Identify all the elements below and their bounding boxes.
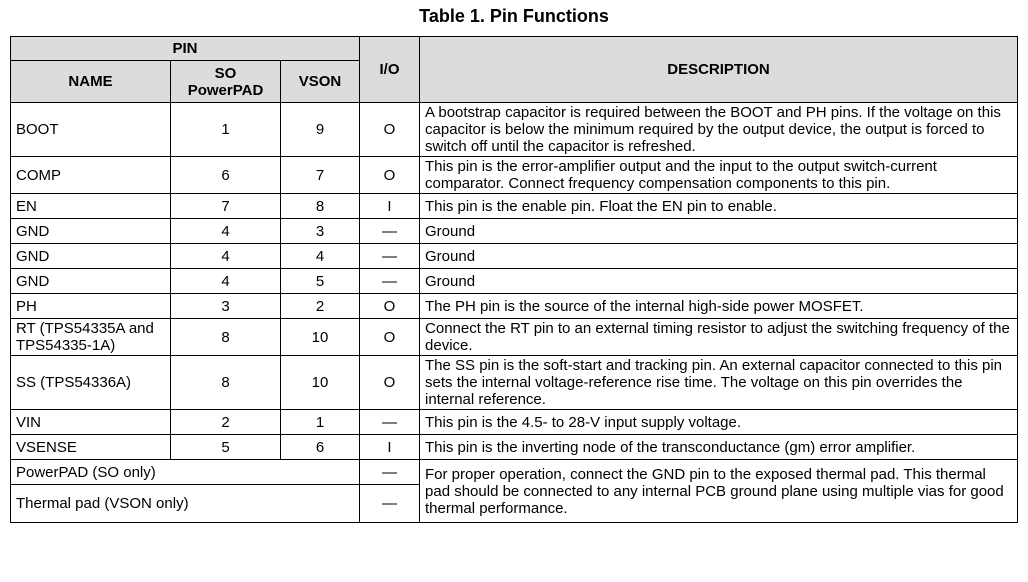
table-row — [11, 244, 1018, 269]
cell-vson: 1 — [281, 410, 360, 435]
cell-description: A bootstrap capacitor is required between the BOOT and PH pins. If the voltage on this capacitor is below the minimum required by the output device, the output is forced to switch off until the capacitor is refreshed. — [420, 103, 1018, 157]
cell-name: GND — [11, 244, 171, 269]
cell-description-thermal: For proper operation, connect the GND pin to the exposed thermal pad. This thermal pad should be connected to any internal PCB ground plane using multiple vias for good thermal performance. — [420, 460, 1018, 523]
cell-io: — — [360, 410, 420, 435]
cell-vson: 4 — [281, 244, 360, 269]
header-io: I/O — [360, 37, 420, 103]
table-row — [11, 410, 1018, 435]
pin-functions-table — [10, 36, 1018, 523]
header-so-powerpad — [171, 61, 281, 103]
cell-description: This pin is the error-amplifier output and the input to the output switch-current comparator. Connect frequency compensation components to this pin. — [420, 157, 1018, 194]
cell-description: Ground — [420, 244, 1018, 269]
cell-so: 8 — [171, 319, 281, 356]
cell-io: O — [360, 294, 420, 319]
header-so-line2: PowerPAD — [187, 81, 264, 99]
cell-io: — — [360, 269, 420, 294]
cell-name: SS (TPS54336A) — [11, 356, 171, 410]
table-row — [11, 194, 1018, 219]
cell-io: O — [360, 356, 420, 410]
table-row — [11, 356, 1018, 410]
cell-io-thermal-pad: — — [360, 485, 420, 523]
cell-io-powerpad: — — [360, 460, 420, 485]
cell-name: GND — [11, 219, 171, 244]
cell-description: Connect the RT pin to an external timing resistor to adjust the switching frequency of the device. — [420, 319, 1018, 356]
header-name: NAME — [11, 61, 171, 103]
cell-name: VSENSE — [11, 435, 171, 460]
cell-description: This pin is the 4.5- to 28-V input supply voltage. — [420, 410, 1018, 435]
cell-description: Ground — [420, 269, 1018, 294]
table-row — [11, 319, 1018, 356]
cell-vson: 2 — [281, 294, 360, 319]
cell-so: 4 — [171, 219, 281, 244]
cell-vson: 5 — [281, 269, 360, 294]
cell-description: This pin is the inverting node of the transconductance (gm) error amplifier. — [420, 435, 1018, 460]
cell-so: 2 — [171, 410, 281, 435]
cell-so: 5 — [171, 435, 281, 460]
header-pin: PIN — [11, 37, 360, 61]
cell-name: VIN — [11, 410, 171, 435]
cell-io: — — [360, 219, 420, 244]
cell-vson: 7 — [281, 157, 360, 194]
cell-so: 6 — [171, 157, 281, 194]
cell-vson: 6 — [281, 435, 360, 460]
cell-vson: 10 — [281, 356, 360, 410]
cell-so: 4 — [171, 269, 281, 294]
cell-so: 1 — [171, 103, 281, 157]
table-row — [11, 435, 1018, 460]
cell-so: 8 — [171, 356, 281, 410]
cell-so: 3 — [171, 294, 281, 319]
table-row — [11, 103, 1018, 157]
cell-io: I — [360, 435, 420, 460]
cell-vson: 10 — [281, 319, 360, 356]
cell-name: GND — [11, 269, 171, 294]
cell-io: — — [360, 244, 420, 269]
cell-name: EN — [11, 194, 171, 219]
table-row — [11, 460, 1018, 485]
table-row — [11, 294, 1018, 319]
cell-name-powerpad: PowerPAD (SO only) — [11, 460, 360, 485]
cell-io: I — [360, 194, 420, 219]
cell-description: The SS pin is the soft-start and tracking pin. An external capacitor connected to this pin sets the internal voltage-reference rise time. The voltage on this pin overrides the internal reference. — [420, 356, 1018, 410]
header-vson: VSON — [281, 61, 360, 103]
cell-description: Ground — [420, 219, 1018, 244]
cell-io: O — [360, 319, 420, 356]
cell-vson: 8 — [281, 194, 360, 219]
cell-name-thermal-pad: Thermal pad (VSON only) — [11, 485, 360, 523]
cell-so: 7 — [171, 194, 281, 219]
cell-vson: 3 — [281, 219, 360, 244]
table-row — [11, 269, 1018, 294]
cell-description: This pin is the enable pin. Float the EN pin to enable. — [420, 194, 1018, 219]
cell-name: RT (TPS54335A and TPS54335-1A) — [11, 319, 171, 356]
cell-io: O — [360, 157, 420, 194]
header-so-line1: SO — [214, 64, 237, 82]
cell-name: PH — [11, 294, 171, 319]
header-description: DESCRIPTION — [420, 37, 1018, 103]
table-row — [11, 219, 1018, 244]
cell-description: The PH pin is the source of the internal high-side power MOSFET. — [420, 294, 1018, 319]
table-row — [11, 157, 1018, 194]
cell-io: O — [360, 103, 420, 157]
header-row-1 — [11, 37, 1018, 61]
cell-so: 4 — [171, 244, 281, 269]
cell-vson: 9 — [281, 103, 360, 157]
table-caption: Table 1. Pin Functions — [419, 6, 609, 26]
cell-name: COMP — [11, 157, 171, 194]
cell-name: BOOT — [11, 103, 171, 157]
